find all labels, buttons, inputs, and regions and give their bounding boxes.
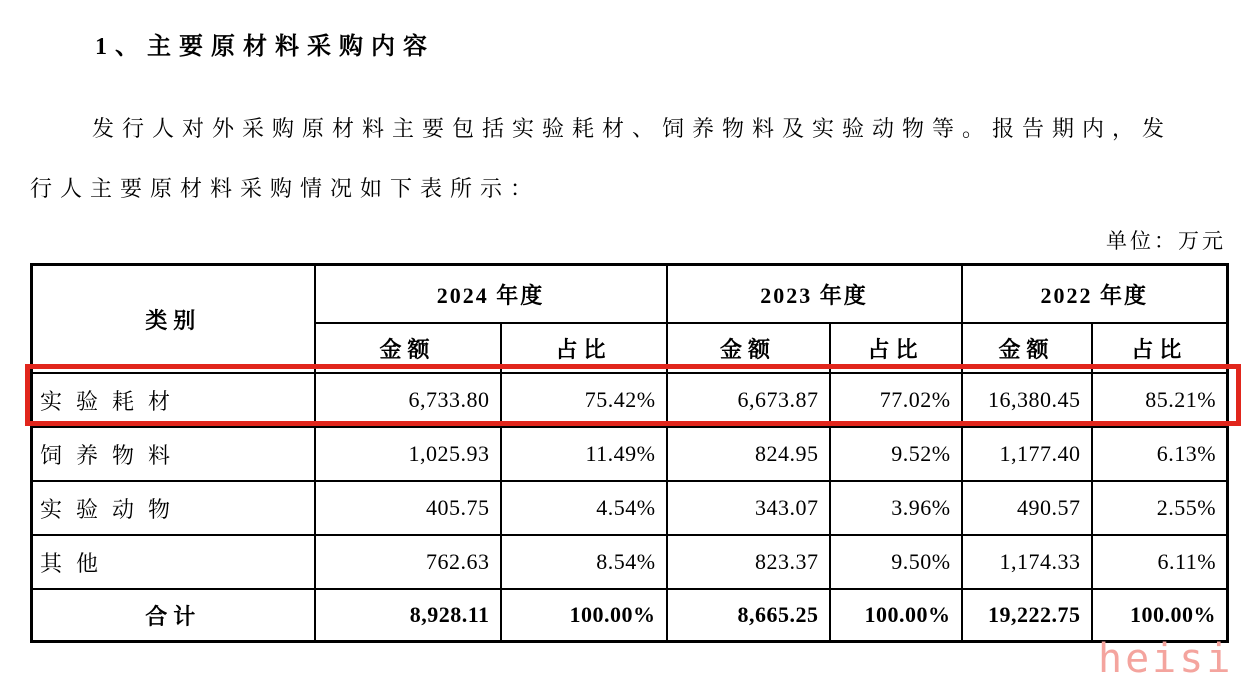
value-cell: 75.42% (501, 373, 667, 427)
col-header-amount-2024: 金额 (315, 323, 501, 373)
value-cell: 343.07 (667, 481, 830, 535)
value-cell: 6,733.80 (315, 373, 501, 427)
value-cell: 8.54% (501, 535, 667, 589)
value-cell: 11.49% (501, 427, 667, 481)
intro-paragraph (30, 99, 1226, 219)
table-container (30, 263, 1226, 643)
value-cell: 1,174.33 (962, 535, 1092, 589)
col-header-category: 类别 (32, 265, 315, 374)
table-row (32, 481, 1228, 535)
total-value-cell: 19,222.75 (962, 589, 1092, 642)
value-cell: 1,177.40 (962, 427, 1092, 481)
value-cell: 85.21% (1092, 373, 1228, 427)
category-cell: 饲养物料 (32, 427, 315, 481)
value-cell: 824.95 (667, 427, 830, 481)
watermark: heisi (1098, 636, 1234, 682)
value-cell: 9.52% (830, 427, 962, 481)
table-row (32, 373, 1228, 427)
value-cell: 16,380.45 (962, 373, 1092, 427)
unit-label: 单位：万元 (1106, 229, 1226, 253)
value-cell: 9.50% (830, 535, 962, 589)
col-header-ratio-2023: 占比 (830, 323, 962, 373)
paragraph-line: 发行人对外采购原材料主要包括实验耗材、饲养物料及实验动物等。报告期内，发 (92, 116, 1173, 141)
col-header-year-2022: 2022 年度 (962, 265, 1228, 324)
total-value-cell: 100.00% (830, 589, 962, 642)
col-header-ratio-2022: 占比 (1092, 323, 1228, 373)
col-header-year-2023: 2023 年度 (667, 265, 962, 324)
value-cell: 1,025.93 (315, 427, 501, 481)
table-row (32, 535, 1228, 589)
category-cell: 实验耗材 (32, 373, 315, 427)
category-cell: 实验动物 (32, 481, 315, 535)
col-header-amount-2023: 金额 (667, 323, 830, 373)
value-cell: 77.02% (830, 373, 962, 427)
value-cell: 4.54% (501, 481, 667, 535)
procurement-table (30, 263, 1229, 643)
value-cell: 6.11% (1092, 535, 1228, 589)
document-page (30, 0, 1226, 643)
value-cell: 3.96% (830, 481, 962, 535)
col-header-year-2024: 2024 年度 (315, 265, 667, 324)
value-cell: 6.13% (1092, 427, 1228, 481)
value-cell: 6,673.87 (667, 373, 830, 427)
total-value-cell: 8,665.25 (667, 589, 830, 642)
value-cell: 762.63 (315, 535, 501, 589)
col-header-ratio-2024: 占比 (501, 323, 667, 373)
total-value-cell: 8,928.11 (315, 589, 501, 642)
table-total-row (32, 589, 1228, 642)
table-row (32, 427, 1228, 481)
section-heading: 1、主要原材料采购内容 (95, 34, 435, 60)
value-cell: 490.57 (962, 481, 1092, 535)
col-header-amount-2022: 金额 (962, 323, 1092, 373)
total-label: 合计 (32, 589, 315, 642)
total-value-cell: 100.00% (501, 589, 667, 642)
value-cell: 823.37 (667, 535, 830, 589)
total-value-cell: 100.00% (1092, 589, 1228, 642)
paragraph-line: 行人主要原材料采购情况如下表所示： (30, 176, 541, 201)
value-cell: 405.75 (315, 481, 501, 535)
category-cell: 其他 (32, 535, 315, 589)
value-cell: 2.55% (1092, 481, 1228, 535)
